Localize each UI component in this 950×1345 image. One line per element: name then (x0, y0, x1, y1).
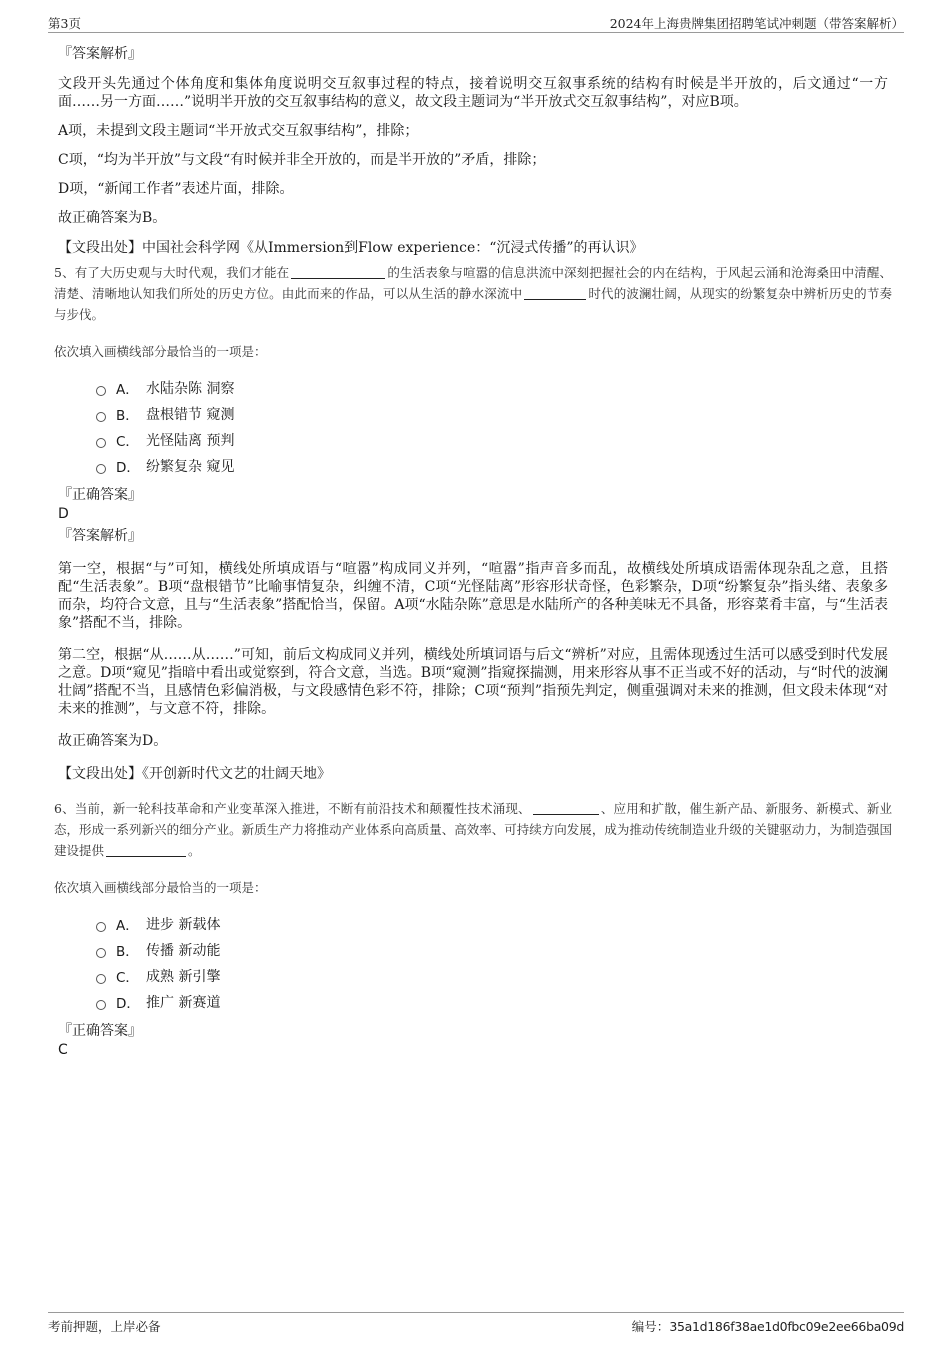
radio-button[interactable] (96, 1000, 106, 1010)
conclusion: 故正确答案为B。 (58, 210, 167, 226)
analysis-paragraph: D项，“新闻工作者”表述片面，排除。 (58, 181, 294, 197)
analysis-paragraph: 文段开头先通过个体角度和集体角度说明交互叙事过程的特点，接着说明交互叙事系统的结构有时候是半开放的，后文通过“一方面……另一方面……”说明半开放的交互叙事结构的意义，故文段主题词为“半开放式交互叙事结构”，对应B项。 (58, 76, 888, 110)
radio-button[interactable] (96, 386, 106, 396)
analysis-paragraph: 第二空，根据“从……从……”可知，前后文构成同义并列，横线处所填词语与后文“辨析”对应，且需体现透过生活可以感受到时代发展之意。D项“窥见”指暗中看出或觉察到，符合文意，当选。B项“窥测”指窥探揣测，用来形容从事不正当或不好的活动，与“时代的波澜壮阔”搭配不当，且感情色彩偏消极，与文段感情色彩不符，排除；C项“预判”指预先判定，侧重强调对未来的推测，但文段未体现“对未来的推测”，与文意不符，排除。 (58, 647, 888, 717)
fill-blank (106, 842, 186, 857)
option-c[interactable]: C． 光怪陆离 预判 (96, 427, 888, 453)
option-b[interactable]: B． 盘根错节 窥测 (96, 401, 888, 427)
fill-blank (291, 264, 385, 279)
document-title: 2024年上海贵牌集团招聘笔试冲刺题（带答案解析） (609, 16, 904, 31)
option-a[interactable]: A． 进步 新载体 (96, 911, 888, 937)
document-code: 编号：35a1d186f38ae1d0fbc09e2ee66ba09d (631, 1319, 904, 1334)
question-6-stem: 6、当前，新一轮科技革命和产业变革深入推进，不断有前沿技术和颠覆性技术涌现、 、应用和扩散，催生新产品、新服务、新模式、新业态，形成一系列新兴的细分产业。新质生产力将推动产业体系向高质量、高效率、可持续方向发展，成为推动传统制造业升级的关键驱动力，为制造强国建设提供 。 (54, 801, 892, 858)
question-5-options (58, 375, 888, 479)
option-c[interactable]: C． 成熟 新引擎 (96, 963, 888, 989)
question-prompt: 依次填入画横线部分最恰当的一项是： (54, 880, 267, 895)
page-content (54, 44, 892, 1062)
analysis-label: 『答案解析』 (58, 46, 142, 62)
analysis-paragraph: A项，未提到文段主题词“半开放式交互叙事结构”，排除； (58, 123, 419, 139)
source-citation: 【文段出处】中国社会科学网《从Immersion到Flow experience：“沉浸式传播”的再认识》 (58, 240, 644, 256)
page-header (48, 12, 904, 33)
correct-answer: D (58, 506, 69, 522)
radio-button[interactable] (96, 438, 106, 448)
footer-slogan: 考前押题，上岸必备 (48, 1319, 161, 1334)
radio-button[interactable] (96, 412, 106, 422)
radio-button[interactable] (96, 922, 106, 932)
page-number: 第3页 (48, 16, 81, 31)
radio-button[interactable] (96, 974, 106, 984)
correct-answer-label: 『正确答案』 (58, 487, 142, 503)
option-a[interactable]: A． 水陆杂陈 洞察 (96, 375, 888, 401)
question-5-stem: 5、有了大历史观与大时代观，我们才能在 的生活表象与喧嚣的信息洪流中深刻把握社会的内在结构，于风起云涌和沧海桑田中清醒、清楚、清晰地认知我们所处的历史方位。由此而来的作品，可以从生活的静水深流中 时代的波澜壮阔，从现实的纷繁复杂中辨析历史的节奏与步伐。 (54, 265, 892, 322)
question-prompt: 依次填入画横线部分最恰当的一项是： (54, 344, 267, 359)
source-citation: 【文段出处】《开创新时代文艺的壮阔天地》 (58, 766, 331, 782)
analysis-paragraph: 第一空，根据“与”可知，横线处所填成语与“喧嚣”构成同义并列，“喧嚣”指声音多而乱，故横线处所填成语需体现杂乱之意，且搭配“生活表象”。B项“盘根错节”比喻事情复杂，纠缠不清，C项“光怪陆离”形容形状奇怪，色彩繁杂，D项“纷繁复杂”指头绪、表象多而杂，均符合文意，且与“生活表象”搭配恰当，保留。A项“水陆杂陈”意思是水陆所产的各种美味无不具备，形容菜肴丰富，与“生活表象”搭配不当，排除。 (58, 561, 888, 631)
analysis-label: 『答案解析』 (58, 528, 142, 544)
correct-answer: C (58, 1042, 68, 1058)
analysis-paragraph: C项，“均为半开放”与文段“有时候并非全开放的，而是半开放的”矛盾，排除； (58, 152, 546, 168)
conclusion: 故正确答案为D。 (58, 733, 168, 749)
option-d[interactable]: D． 纷繁复杂 窥见 (96, 453, 888, 479)
option-b[interactable]: B． 传播 新动能 (96, 937, 888, 963)
option-d[interactable]: D． 推广 新赛道 (96, 989, 888, 1015)
fill-blank (533, 800, 599, 815)
radio-button[interactable] (96, 464, 106, 474)
question-6-options (58, 911, 888, 1015)
correct-answer-label: 『正确答案』 (58, 1023, 142, 1039)
fill-blank (524, 285, 586, 300)
page-footer (48, 1312, 904, 1337)
radio-button[interactable] (96, 948, 106, 958)
